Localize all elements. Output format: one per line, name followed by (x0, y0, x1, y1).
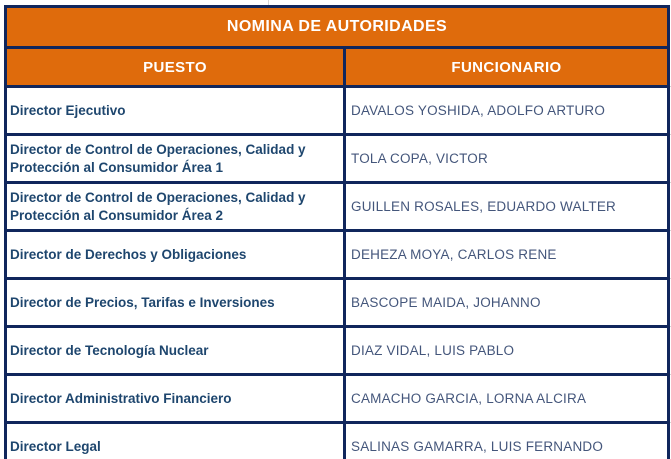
table-row (6, 327, 669, 375)
table-row (6, 183, 669, 231)
table-header-row (6, 48, 669, 87)
table-row (6, 231, 669, 279)
funcionario-cell: CAMACHO GARCIA, LORNA ALCIRA (345, 375, 669, 423)
funcionario-cell: BASCOPE MAIDA, JOHANNO (345, 279, 669, 327)
puesto-cell: Director de Control de Operaciones, Calidad y Protección al Consumidor Área 2 (6, 183, 345, 231)
column-header-puesto: PUESTO (6, 48, 345, 87)
authorities-table (4, 5, 670, 459)
puesto-cell: Director Legal (6, 423, 345, 459)
table-row (6, 87, 669, 135)
funcionario-cell: TOLA COPA, VICTOR (345, 135, 669, 183)
spreadsheet-gridline (268, 0, 269, 5)
puesto-cell: Director de Precios, Tarifas e Inversiones (6, 279, 345, 327)
table-title-row (6, 7, 669, 48)
puesto-cell: Director de Derechos y Obligaciones (6, 231, 345, 279)
funcionario-cell: GUILLEN ROSALES, EDUARDO WALTER (345, 183, 669, 231)
table-title: NOMINA DE AUTORIDADES (6, 7, 669, 48)
table-row (6, 375, 669, 423)
funcionario-cell: DEHEZA MOYA, CARLOS RENE (345, 231, 669, 279)
table-row (6, 279, 669, 327)
puesto-cell: Director Ejecutivo (6, 87, 345, 135)
table-row (6, 135, 669, 183)
puesto-cell: Director de Tecnología Nuclear (6, 327, 345, 375)
funcionario-cell: DIAZ VIDAL, LUIS PABLO (345, 327, 669, 375)
table-body (6, 87, 669, 459)
column-header-funcionario: FUNCIONARIO (345, 48, 669, 87)
funcionario-cell: DAVALOS YOSHIDA, ADOLFO ARTURO (345, 87, 669, 135)
puesto-cell: Director de Control de Operaciones, Calidad y Protección al Consumidor Área 1 (6, 135, 345, 183)
funcionario-cell: SALINAS GAMARRA, LUIS FERNANDO (345, 423, 669, 459)
table-row (6, 423, 669, 459)
puesto-cell: Director Administrativo Financiero (6, 375, 345, 423)
